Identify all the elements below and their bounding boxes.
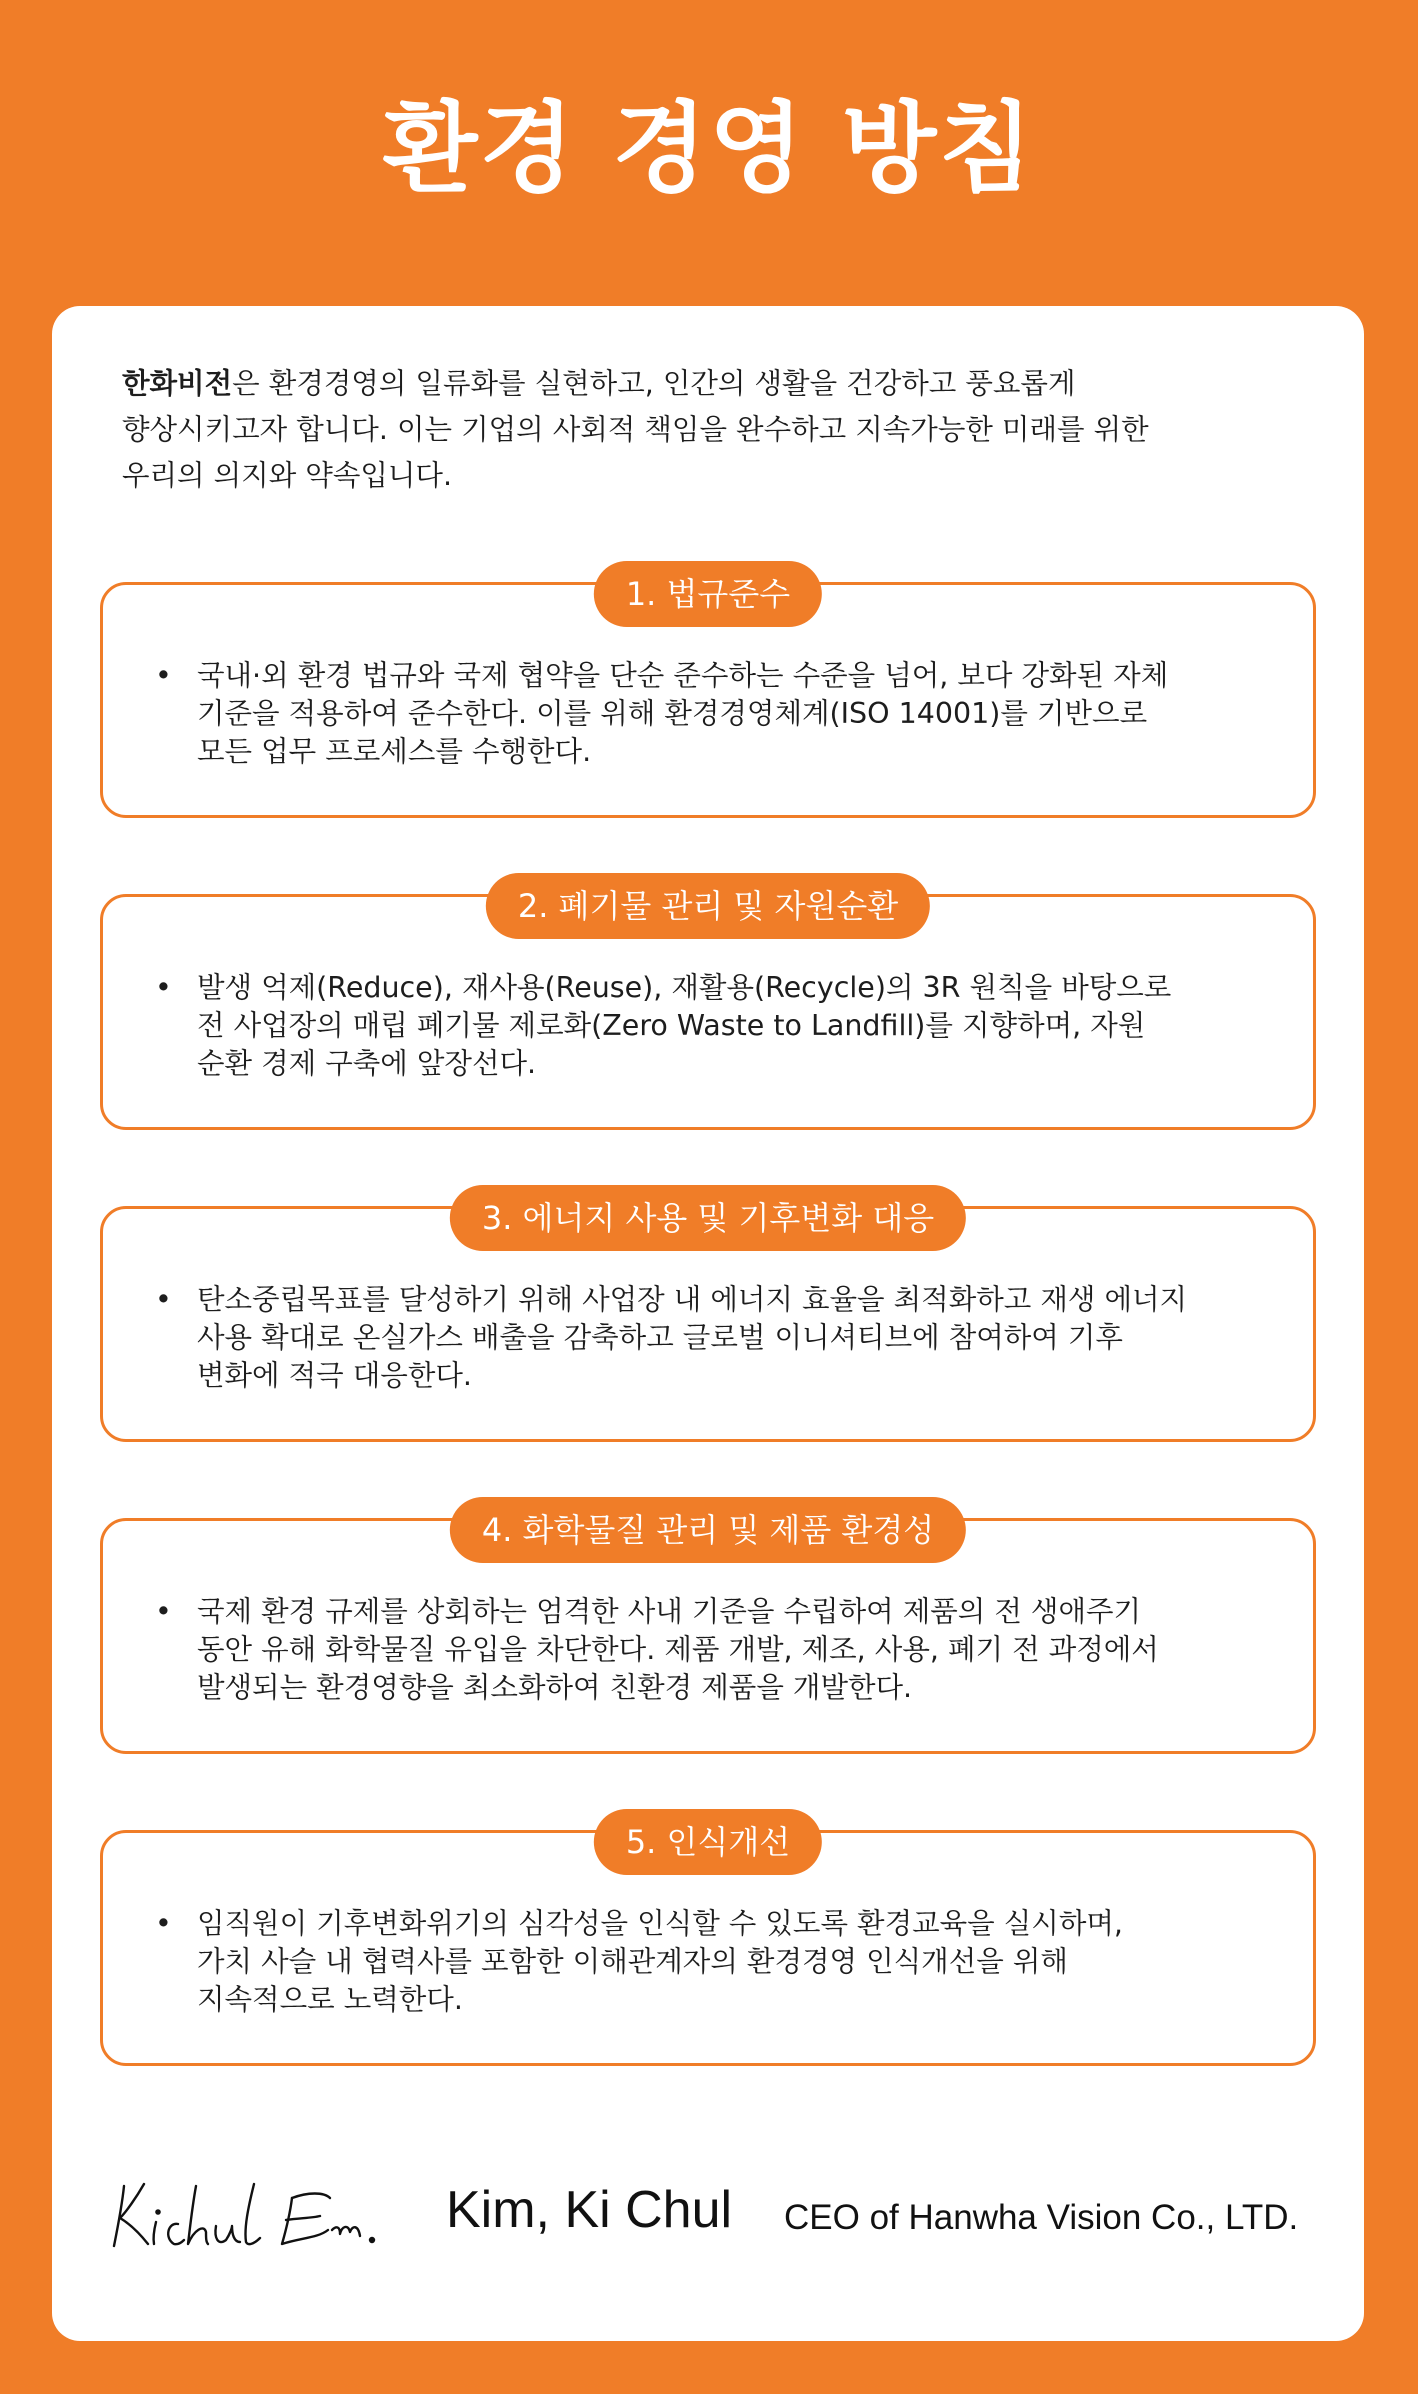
- signature-row: [104, 2158, 1376, 2268]
- section-label: 3. 에너지 사용 및 기후변화 대응: [450, 1185, 966, 1251]
- ceo-name: Kim, Ki Chul: [446, 2181, 733, 2239]
- policy-section-chemicals: [100, 1511, 1316, 1754]
- section-label: 1. 법규준수: [594, 561, 822, 627]
- intro-line-1: 은 환경경영의 일류화를 실현하고, 인간의 생활을 건강하고 풍요롭게: [232, 367, 1076, 400]
- policy-section-awareness: [100, 1823, 1316, 2066]
- bullet-icon: •: [155, 1283, 172, 1316]
- list-item: [155, 1905, 1275, 2019]
- section-line: 발생되는 환경영향을 최소화하여 친환경 제품을 개발한다.: [197, 1671, 913, 1704]
- intro-paragraph: [122, 361, 1312, 499]
- intro-line-2: 향상시키고자 합니다. 이는 기업의 사회적 책임을 완수하고 지속가능한 미래를 위한: [122, 413, 1149, 446]
- bullet-icon: •: [155, 1595, 172, 1628]
- section-line: 모든 업무 프로세스를 수행한다.: [197, 735, 592, 768]
- section-body: [155, 1593, 1275, 1707]
- section-body: [155, 969, 1275, 1083]
- handwritten-signature: [104, 2168, 404, 2258]
- intro-line-3: 우리의 의지와 약속입니다.: [122, 459, 453, 492]
- section-line: 변화에 적극 대응한다.: [197, 1359, 472, 1392]
- section-line: 국내·외 환경 법규와 국제 협약을 단순 준수하는 수준을 넘어, 보다 강화된 자체: [197, 659, 1169, 692]
- policy-section-compliance: [100, 575, 1316, 818]
- bullet-icon: •: [155, 971, 172, 1004]
- section-body: [155, 1905, 1275, 2019]
- section-line: 탄소중립목표를 달성하기 위해 사업장 내 에너지 효율을 최적화하고 재생 에너지: [197, 1283, 1188, 1316]
- ceo-title: CEO of Hanwha Vision Co., LTD.: [784, 2198, 1299, 2237]
- section-label: 5. 인식개선: [594, 1809, 822, 1875]
- bullet-icon: •: [155, 1907, 172, 1940]
- section-body: [155, 1281, 1275, 1395]
- section-line: 사용 확대로 온실가스 배출을 감축하고 글로벌 이니셔티브에 참여하여 기후: [197, 1321, 1123, 1354]
- section-line: 발생 억제(Reduce), 재사용(Reuse), 재활용(Recycle)의 3R 원칙을 바탕으로: [197, 971, 1172, 1004]
- policy-section-waste: [100, 887, 1316, 1130]
- list-item: [155, 1281, 1275, 1395]
- section-line: 가치 사슬 내 협력사를 포함한 이해관계자의 환경경영 인식개선을 위해: [197, 1945, 1068, 1978]
- policy-section-energy: [100, 1199, 1316, 1442]
- section-line: 국제 환경 규제를 상회하는 엄격한 사내 기준을 수립하여 제품의 전 생애주기: [197, 1595, 1142, 1628]
- bullet-icon: •: [155, 659, 172, 692]
- section-line: 동안 유해 화학물질 유입을 차단한다. 제품 개발, 제조, 사용, 폐기 전 과정에서: [197, 1633, 1159, 1666]
- list-item: [155, 969, 1275, 1083]
- section-line: 기준을 적용하여 준수한다. 이를 위해 환경경영체계(ISO 14001)를 기반으로: [197, 697, 1148, 730]
- policy-card: [52, 306, 1364, 2341]
- page-title: 환경 경영 방침: [382, 92, 1036, 206]
- section-body: [155, 657, 1275, 771]
- section-line: 지속적으로 노력한다.: [197, 1983, 463, 2016]
- section-label: 2. 폐기물 관리 및 자원순환: [486, 873, 930, 939]
- section-label: 4. 화학물질 관리 및 제품 환경성: [450, 1497, 966, 1563]
- section-line: 전 사업장의 매립 폐기물 제로화(Zero Waste to Landfill)를 지향하며, 자원: [197, 1009, 1146, 1042]
- section-line: 순환 경제 구축에 앞장선다.: [197, 1047, 537, 1080]
- brand-name: 한화비전: [122, 367, 233, 400]
- list-item: [155, 1593, 1275, 1707]
- section-line: 임직원이 기후변화위기의 심각성을 인식할 수 있도록 환경교육을 실시하며,: [197, 1907, 1123, 1940]
- list-item: [155, 657, 1275, 771]
